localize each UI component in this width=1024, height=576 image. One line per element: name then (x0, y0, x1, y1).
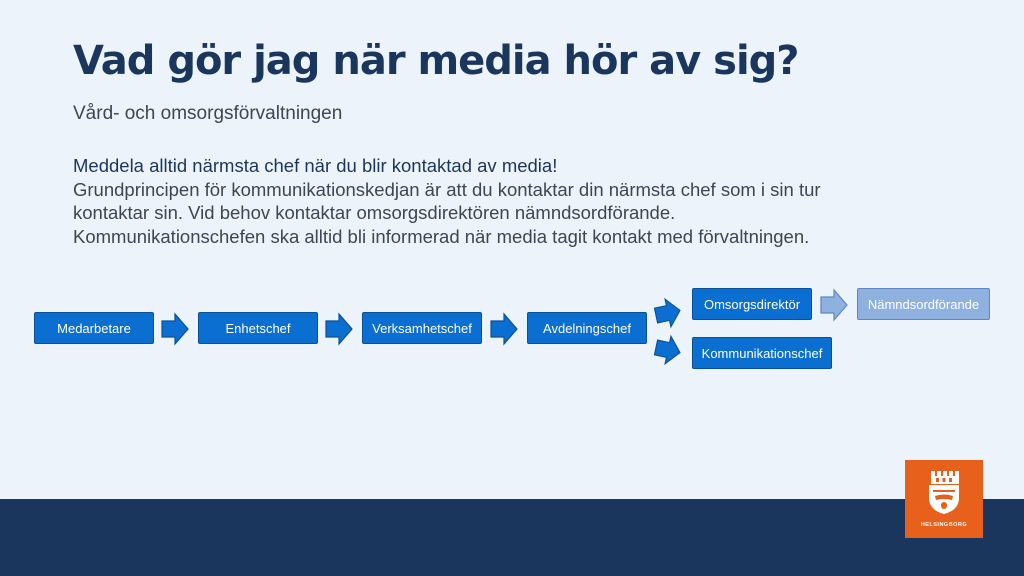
slide-title: Vad gör jag när media hör av sig? (73, 38, 799, 84)
helsingborg-logo (905, 460, 983, 538)
body-line: kontaktar sin. Vid behov kontaktar omsorgsdirektören nämndsordförande. (73, 202, 676, 223)
slide-subtitle: Vård- och omsorgsförvaltningen (73, 103, 343, 124)
arrow-right-icon (160, 312, 190, 346)
body-line: Kommunikationschefen ska alltid bli informerad när media tagit kontakt med förvaltningen. (73, 225, 810, 247)
node-verksamhetschef: Verksamhetschef (362, 312, 482, 344)
node-kommunikationschef: Kommunikationschef (692, 337, 832, 369)
arrow-right-icon (324, 312, 354, 346)
node-avdelningschef: Avdelningschef (527, 312, 647, 344)
arrow-right-icon (489, 312, 519, 346)
arrow-up-right-icon (649, 294, 687, 332)
node-namndsordforande: Nämndsordförande (857, 288, 990, 320)
body-text (73, 154, 973, 248)
node-omsorgsdirektor: Omsorgsdirektör (692, 288, 812, 320)
node-medarbetare: Medarbetare (34, 312, 154, 344)
city-crest-icon (905, 460, 983, 522)
lead-sentence: Meddela alltid närmsta chef när du blir kontaktad av media! (73, 155, 558, 176)
logo-text: HELSINGBORG (920, 522, 968, 528)
arrow-right-light-icon (819, 288, 849, 322)
node-enhetschef: Enhetschef (198, 312, 318, 344)
body-line: Grundprincipen för kommunikationskedjan är att du kontaktar din närmsta chef som i sin tur (73, 178, 821, 200)
footer-bar (0, 499, 1024, 576)
arrow-down-right-icon (649, 331, 687, 369)
